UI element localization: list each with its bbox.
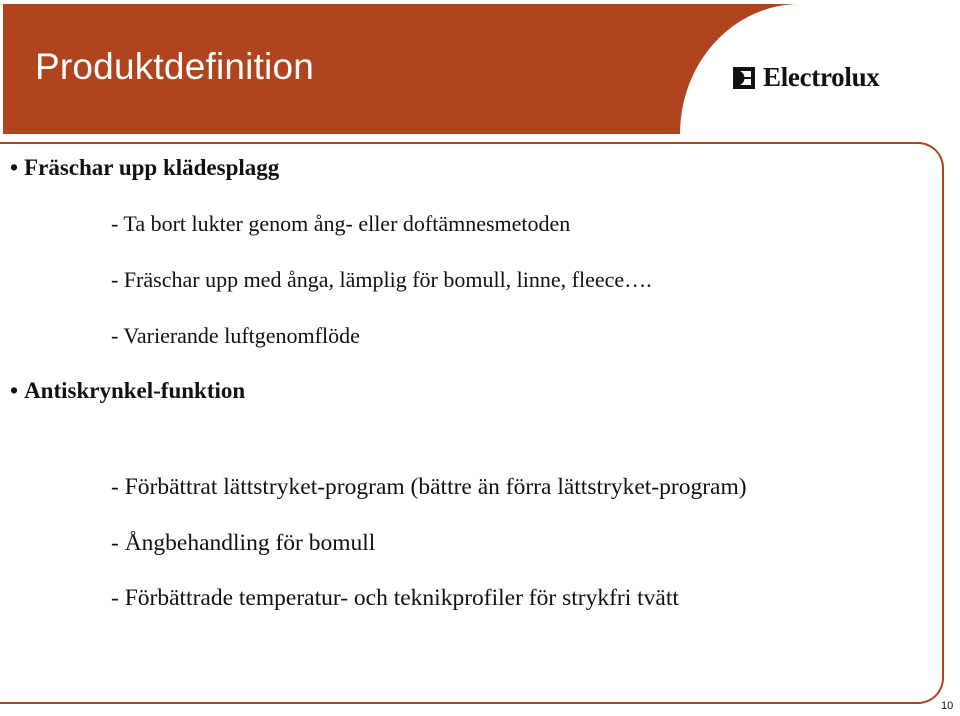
sub-item: - Förbättrade temperatur- och teknikprofiler för strykfri tvätt [111,585,679,611]
bullet-dot-icon: • [10,155,19,180]
sub-item: - Ta bort lukter genom ång- eller doftämnesmetoden [111,211,571,236]
bullet-dot-icon: • [10,378,19,403]
electrolux-logo [733,62,879,93]
bullet-heading-anti-wrinkle: • Antiskrynkel-funktion [10,378,246,403]
sub-item: - Ångbehandling för bomull [111,530,376,556]
sub-item: - Varierande luftgenomflöde [111,323,360,348]
slide-title: Produktdefinition [35,46,315,87]
electrolux-logo-text: Electrolux [763,62,880,92]
page-number: 10 [941,700,954,712]
bullet-heading-freshen: • Fräschar upp klädesplagg [10,155,280,180]
electrolux-logo-icon [733,67,755,89]
sub-item: - Fräschar upp med ånga, lämplig för bomull, linne, fleece…. [111,267,652,292]
sub-item: - Förbättrat lättstryket-program (bättre än förra lättstryket-program) [111,474,747,500]
